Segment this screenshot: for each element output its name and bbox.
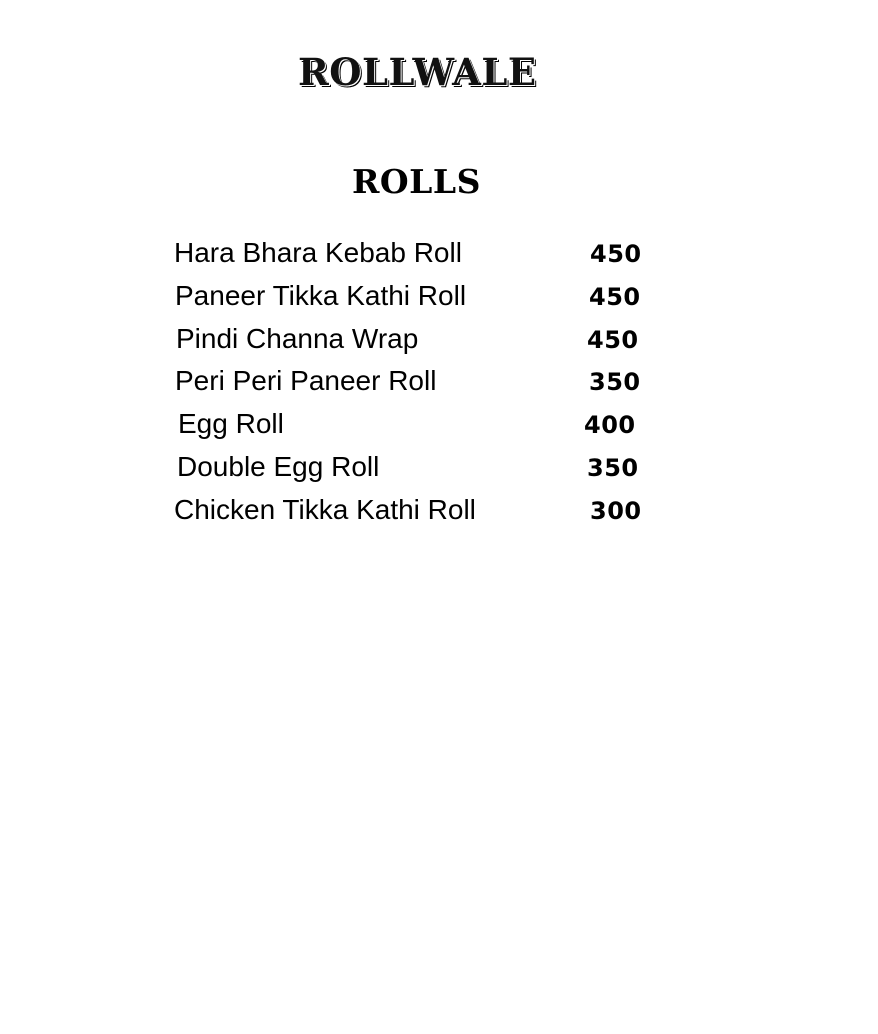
item-price: 400: [584, 411, 636, 439]
menu-item: [0, 280, 878, 320]
menu-item: [0, 365, 878, 405]
section-title: ROLLS: [352, 162, 481, 201]
item-name: Paneer Tikka Kathi Roll: [175, 280, 467, 311]
item-price: 300: [590, 497, 642, 525]
menu-item: [0, 494, 878, 534]
item-price: 450: [589, 283, 641, 311]
menu-item: [0, 451, 878, 491]
item-price: 350: [589, 368, 641, 396]
brand-title: ROLLWALE: [298, 50, 537, 94]
item-name: Egg Roll: [178, 408, 284, 439]
item-price: 450: [590, 240, 642, 268]
menu-item: [0, 408, 878, 448]
item-price: 350: [587, 454, 639, 482]
item-name: Hara Bhara Kebab Roll: [174, 237, 462, 268]
item-price: 450: [587, 326, 639, 354]
menu-item: [0, 237, 878, 277]
item-name: Peri Peri Paneer Roll: [175, 365, 437, 396]
item-name: Pindi Channa Wrap: [176, 323, 419, 354]
menu-item: [0, 323, 878, 363]
item-name: Double Egg Roll: [177, 451, 380, 482]
item-name: Chicken Tikka Kathi Roll: [174, 494, 476, 525]
